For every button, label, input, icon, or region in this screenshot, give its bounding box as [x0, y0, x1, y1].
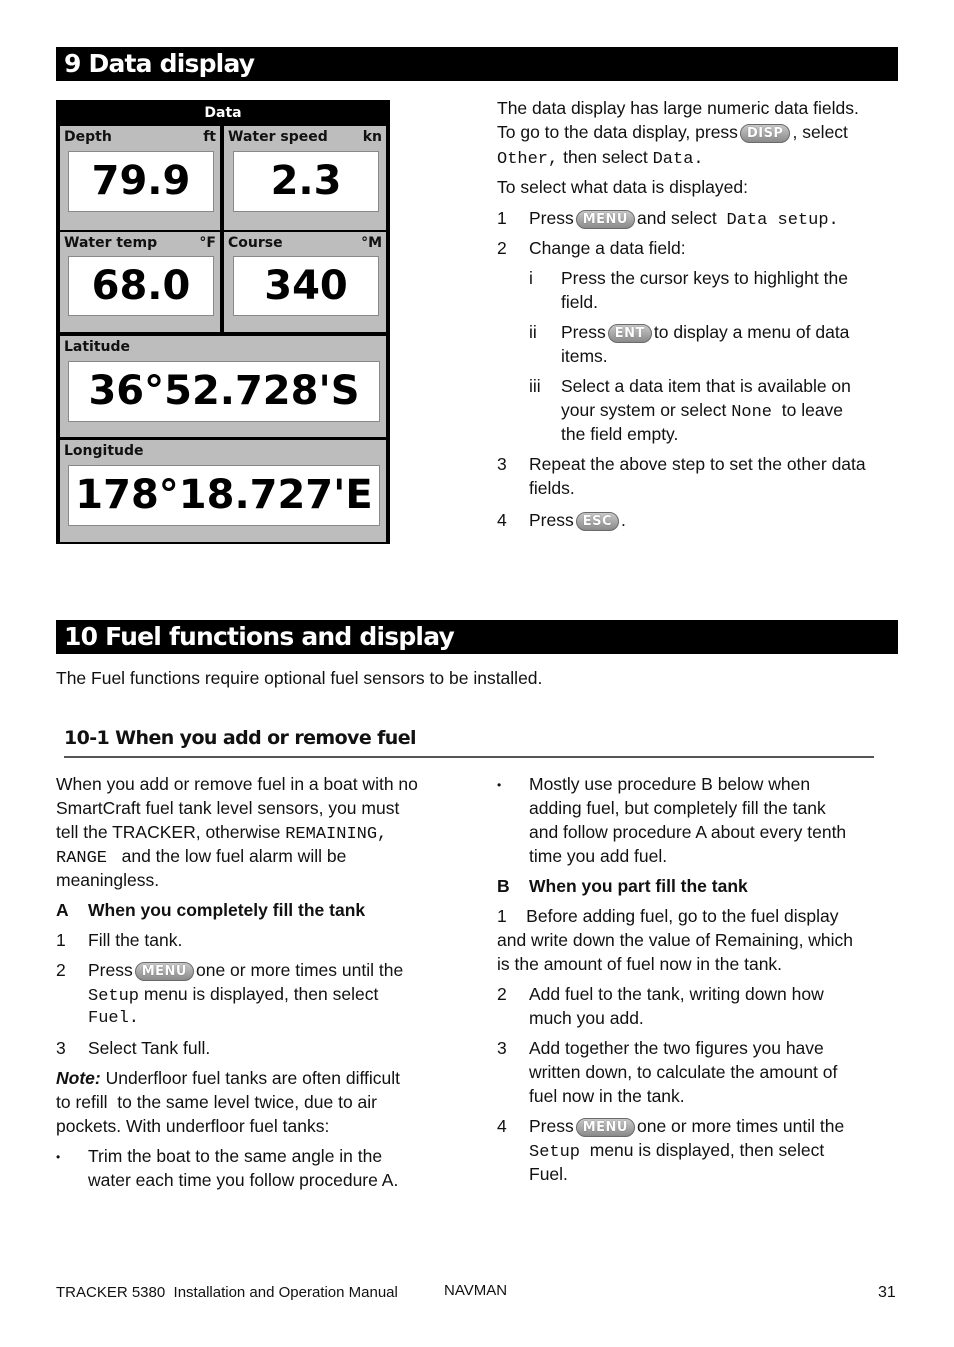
latitude-label: Latitude [64, 339, 131, 355]
water-temp-field [60, 232, 220, 332]
data-display-screen [56, 100, 390, 544]
sub-iii-number: iii [529, 376, 541, 396]
a-step-2-number: 2 [56, 960, 66, 980]
disp-key-icon: DISP [740, 124, 791, 143]
course-unit: °M [361, 235, 382, 251]
left-bullet-line-1: Trim the boat to the same angle in the [88, 1146, 383, 1166]
subsection-rule [64, 756, 874, 758]
b-step-4-line-3: Fuel. [529, 1164, 568, 1184]
a-step-2-line-1: Press MENU one or more times until the [88, 960, 404, 980]
water-temp-label: Water temp [64, 235, 158, 251]
right-bullet-line-3: and follow procedure A about every tenth [529, 822, 847, 842]
latitude-field [60, 336, 386, 437]
note-line-1: Note: Underfloor fuel tanks are often difficult [56, 1068, 401, 1088]
b-step-2-line-2: much you add. [529, 1008, 644, 1028]
left-p1-line-3: tell the TRACKER, otherwise REMAINING, [56, 822, 388, 844]
depth-field [60, 126, 220, 230]
course-value: 340 [233, 256, 379, 316]
course-label: Course [228, 235, 283, 251]
step-3-number: 3 [497, 454, 507, 474]
b-step-1-line-3: is the amount of fuel now in the tank. [497, 954, 783, 974]
water-speed-unit: kn [362, 129, 382, 145]
water-temp-unit: °F [199, 235, 216, 251]
menu-key-icon: MENU [135, 962, 194, 981]
step-2: Change a data field: [529, 238, 686, 258]
a-step-3: Select Tank full. [88, 1038, 211, 1058]
sub-iii-line-3: the field empty. [561, 424, 679, 444]
a-step-1: Fill the tank. [88, 930, 183, 950]
b-step-2-number: 2 [497, 984, 507, 1004]
section-10-title: 10 Fuel functions and display [56, 620, 898, 654]
b-step-4-line-1: Press MENU one or more times until the [529, 1116, 845, 1136]
latitude-value: 36°52.728'S [68, 361, 380, 422]
screen-header: Data [58, 102, 388, 124]
depth-label: Depth [64, 129, 112, 145]
longitude-field [60, 440, 386, 542]
a-step-2-line-2: Setup menu is displayed, then select [88, 984, 379, 1006]
intro-line-3: Other, then select Data. [497, 147, 704, 169]
procedure-a-letter: A [56, 900, 69, 920]
select-line: To select what data is displayed: [497, 177, 748, 197]
left-p1-line-4: RANGE and the low fuel alarm will be [56, 846, 347, 868]
procedure-a-title: When you completely fill the tank [88, 900, 366, 920]
step-3-line-2: fields. [529, 478, 575, 498]
b-step-3-line-1: Add together the two figures you have [529, 1038, 824, 1058]
sub-iii-line-1: Select a data item that is available on [561, 376, 851, 396]
b-step-4-line-2: Setup menu is displayed, then select [529, 1140, 825, 1162]
procedure-b-title: When you part fill the tank [529, 876, 748, 896]
b-step-1-line-1: 1 Before adding fuel, go to the fuel display [497, 906, 839, 926]
bullet-icon: • [497, 778, 502, 792]
a-step-3-number: 3 [56, 1038, 66, 1058]
longitude-label: Longitude [64, 443, 144, 459]
footer-brand: NAVMAN [444, 1282, 508, 1299]
intro-line-1: The data display has large numeric data fields. [497, 98, 859, 118]
page-number: 31 [878, 1284, 896, 1301]
sub-ii-line-2: items. [561, 346, 608, 366]
right-bullet-line-1: Mostly use procedure B below when [529, 774, 811, 794]
sub-ii-number: ii [529, 322, 537, 342]
water-speed-label: Water speed [228, 129, 328, 145]
b-step-2-line-1: Add fuel to the tank, writing down how [529, 984, 824, 1004]
step-1: Press MENU and select Data setup. [529, 208, 839, 230]
note-line-3: pockets. With underfloor fuel tanks: [56, 1116, 330, 1136]
depth-unit: ft [203, 129, 216, 145]
ent-key-icon: ENT [608, 324, 652, 343]
a-step-1-number: 1 [56, 930, 66, 950]
b-step-3-line-2: written down, to calculate the amount of [529, 1062, 838, 1082]
a-step-2-line-3: Fuel. [88, 1009, 140, 1028]
step-2-number: 2 [497, 238, 507, 258]
left-bullet-line-2: water each time you follow procedure A. [88, 1170, 399, 1190]
bullet-icon: • [56, 1150, 61, 1164]
course-field [224, 232, 386, 332]
water-speed-value: 2.3 [233, 151, 379, 212]
water-temp-value: 68.0 [68, 256, 214, 316]
left-p1-line-2: SmartCraft fuel tank level sensors, you must [56, 798, 400, 818]
sub-i-number: i [529, 268, 533, 288]
menu-key-icon: MENU [576, 1118, 635, 1137]
water-speed-field [224, 126, 386, 230]
b-step-4-number: 4 [497, 1116, 507, 1136]
step-4-number: 4 [497, 510, 507, 530]
section-10-intro: The Fuel functions require optional fuel sensors to be installed. [56, 668, 543, 688]
sub-ii-line-1: Press ENT to display a menu of data [561, 322, 850, 342]
longitude-value: 178°18.727'E [68, 465, 380, 526]
step-3-line-1: Repeat the above step to set the other data [529, 454, 866, 474]
section-9-title: 9 Data display [56, 47, 898, 81]
subsection-title: 10-1 When you add or remove fuel [64, 727, 416, 749]
sub-i-line-1: Press the cursor keys to highlight the [561, 268, 848, 288]
step-4: Press ESC . [529, 510, 626, 530]
note-line-2: to refill to the same level twice, due to air [56, 1092, 377, 1112]
right-bullet-line-2: adding fuel, but completely fill the tank [529, 798, 826, 818]
left-p1-line-1: When you add or remove fuel in a boat with no [56, 774, 418, 794]
b-step-3-number: 3 [497, 1038, 507, 1058]
left-p1-line-5: meaningless. [56, 870, 160, 890]
step-1-number: 1 [497, 208, 507, 228]
depth-value: 79.9 [68, 151, 214, 212]
menu-key-icon: MENU [576, 210, 635, 229]
b-step-3-line-3: fuel now in the tank. [529, 1086, 685, 1106]
sub-iii-line-2: your system or select None to leave [561, 400, 844, 422]
footer-manual-title: TRACKER 5380 Installation and Operation Manual [56, 1284, 398, 1301]
right-bullet-line-4: time you add fuel. [529, 846, 668, 866]
intro-line-2: To go to the data display, press DISP , select [497, 122, 848, 142]
procedure-b-letter: B [497, 876, 510, 896]
b-step-1-line-2: and write down the value of Remaining, which [497, 930, 854, 950]
sub-i-line-2: field. [561, 292, 598, 312]
esc-key-icon: ESC [576, 512, 619, 531]
